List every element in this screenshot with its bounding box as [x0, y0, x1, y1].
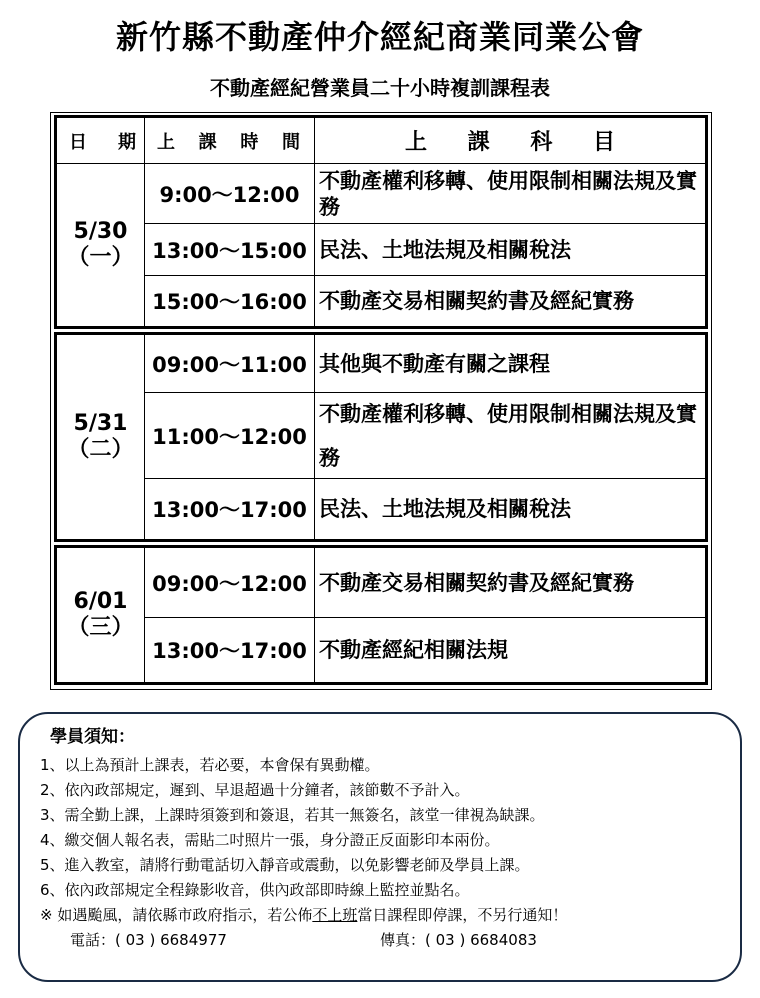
subject-cell: 不動產經紀相關法規 — [319, 638, 508, 662]
subject-cell: 不動產權利移轉、使用限制相關法規及實務 — [315, 164, 705, 224]
subject-cell: 不動產交易相關契約書及經紀實務 — [319, 289, 634, 313]
notice-item: 4、繳交個人報名表，需貼二吋照片一張，身分證正反面影印本兩份。 — [40, 831, 500, 849]
header-time: 上 課 時 間 — [145, 118, 315, 164]
time-cell: 13:00～17:00 — [145, 618, 315, 682]
schedule-table — [50, 112, 712, 690]
notice-item: 1、以上為預計上課表，若必要，本會保有異動權。 — [40, 756, 380, 774]
student-notice-box — [18, 712, 742, 982]
subject-cell: 不動產交易相關契約書及經紀實務 — [315, 548, 705, 618]
block-day-2 — [54, 332, 708, 542]
subject-cell: 民法、土地法規及相關稅法 — [319, 497, 571, 521]
time-cell: 09:00～12:00 — [145, 548, 315, 618]
date-cell-day-2: 5/31 （二） — [57, 335, 145, 539]
notice-item: 5、進入教室，請將行動電話切入靜音或震動，以免影響老師及學員上課。 — [40, 856, 530, 874]
fax-number: 傳真：( 03 ) 6684083 — [380, 931, 537, 949]
typhoon-notice: ※ 如遇颱風，請依縣市政府指示，若公佈不上班當日課程即停課，不另行通知！ — [40, 906, 568, 924]
main-title: 新竹縣不動產仲介經紀商業同業公會 — [115, 18, 644, 56]
notice-item: 3、需全勤上課，上課時須簽到和簽退，若其一無簽名，該堂一律視為缺課。 — [40, 806, 545, 824]
time-cell: 13:00～15:00 — [145, 224, 315, 276]
schedule-subtitle: 不動產經紀營業員二十小時複訓課程表 — [210, 76, 550, 100]
notice-item: 2、依內政部規定，遲到、早退超過十分鐘者，該節數不予計入。 — [40, 781, 470, 799]
contact-line — [40, 928, 740, 953]
header-subject: 上 課 科 目 — [315, 118, 705, 164]
notice-item: 6、依內政部規定全程錄影收音，供內政部即時線上監控並點名。 — [40, 881, 470, 899]
time-cell: 15:00～16:00 — [145, 276, 315, 326]
date-cell-day-1: 5/30 （一） — [57, 164, 145, 326]
time-cell: 11:00～12:00 — [145, 393, 315, 479]
subject-cell: 民法、土地法規及相關稅法 — [315, 224, 705, 276]
notice-heading: 學員須知： — [50, 727, 135, 747]
date-cell-day-3: 6/01 （三） — [57, 548, 145, 682]
phone-number: 電話：( 03 ) 6684977 — [70, 931, 227, 949]
block-day-3 — [54, 545, 708, 685]
block-day-1 — [54, 115, 708, 329]
header-date: 日 期 — [57, 118, 145, 164]
time-cell: 9:00～12:00 — [145, 164, 315, 224]
time-cell: 09:00～11:00 — [145, 335, 315, 393]
subject-cell: 不動產權利移轉、使用限制相關法規及實務 — [315, 393, 705, 479]
time-cell: 13:00～17:00 — [145, 479, 315, 539]
subject-cell: 其他與不動產有關之課程 — [315, 335, 705, 393]
